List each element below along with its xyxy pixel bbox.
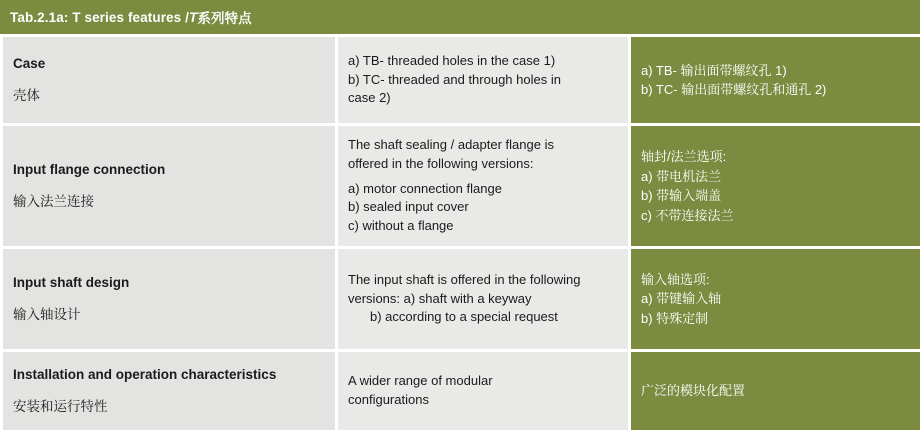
row-term-input-shaft-design: [3, 249, 335, 349]
desc-line: c) 不带连接法兰: [641, 207, 734, 223]
row-desc-en-installation-and-operation-characteristics: [338, 352, 628, 430]
desc-line: a) motor connection flange: [348, 180, 502, 196]
desc-line: a) 带电机法兰: [641, 168, 722, 184]
term-en: Case: [13, 55, 46, 71]
row-desc-zh-case: [631, 37, 920, 123]
table-row: [3, 37, 920, 123]
desc-line: b) according to a special request: [370, 309, 558, 325]
desc-line: offered in the following versions:: [348, 155, 534, 171]
desc-line: b) TC- 输出面带螺纹孔和通孔 2): [641, 82, 827, 97]
desc-line: 广泛的模块化配置: [641, 383, 746, 399]
row-desc-zh-input-flange-connection: [631, 126, 920, 246]
table-row: [3, 126, 920, 246]
caption-series-letter: T: [188, 9, 198, 25]
row-desc-en-input-shaft-design: [338, 249, 628, 349]
row-desc-zh-input-shaft-design: [631, 249, 920, 349]
desc-line: 输入轴选项:: [641, 271, 710, 287]
row-desc-en-input-flange-connection: [338, 126, 628, 246]
row-term-input-flange-connection: [3, 126, 335, 246]
row-term-installation-and-operation-characteristics: [3, 352, 335, 430]
term-zh: 安装和运行特性: [13, 399, 108, 414]
term-zh: 壳体: [13, 88, 40, 103]
term-zh: 输入法兰连接: [13, 194, 94, 209]
table-row: [3, 352, 920, 430]
term-en: Input shaft design: [13, 274, 130, 290]
row-desc-zh-installation-and-operation-characteristics: [631, 352, 920, 430]
desc-line: b) TC- threaded and through holes in: [348, 71, 561, 87]
row-term-case: [3, 37, 335, 123]
desc-line: The shaft sealing / adapter flange is: [348, 136, 554, 152]
features-table: [0, 34, 920, 433]
table-row: [3, 249, 920, 349]
desc-line: versions: a) shaft with a keyway: [348, 290, 532, 306]
desc-line: The input shaft is offered in the following: [348, 271, 581, 287]
desc-line: a) 带键输入轴: [641, 291, 722, 307]
desc-line: b) sealed input cover: [348, 199, 469, 215]
term-en: Input flange connection: [13, 161, 166, 177]
desc-line: 轴封/法兰选项:: [641, 149, 727, 164]
desc-line: a) TB- threaded holes in the case 1): [348, 52, 556, 68]
term-zh: 输入轴设计: [13, 307, 81, 322]
table-caption: [0, 0, 920, 34]
caption-prefix: Tab.2.1a: T series features /: [10, 9, 189, 25]
desc-line: configurations: [348, 392, 429, 407]
desc-line: b) 特殊定制: [641, 310, 709, 326]
desc-line: a) TB- 输出面带螺纹孔 1): [641, 62, 787, 78]
desc-line: b) 带输入端盖: [641, 188, 722, 203]
desc-line: c) without a flange: [348, 218, 454, 234]
row-desc-en-case: [338, 37, 628, 123]
term-en: Installation and operation characteristics: [13, 366, 277, 382]
desc-line: A wider range of modular: [348, 373, 493, 389]
caption-suffix: 系列特点: [197, 11, 252, 26]
desc-line: case 2): [348, 90, 391, 106]
